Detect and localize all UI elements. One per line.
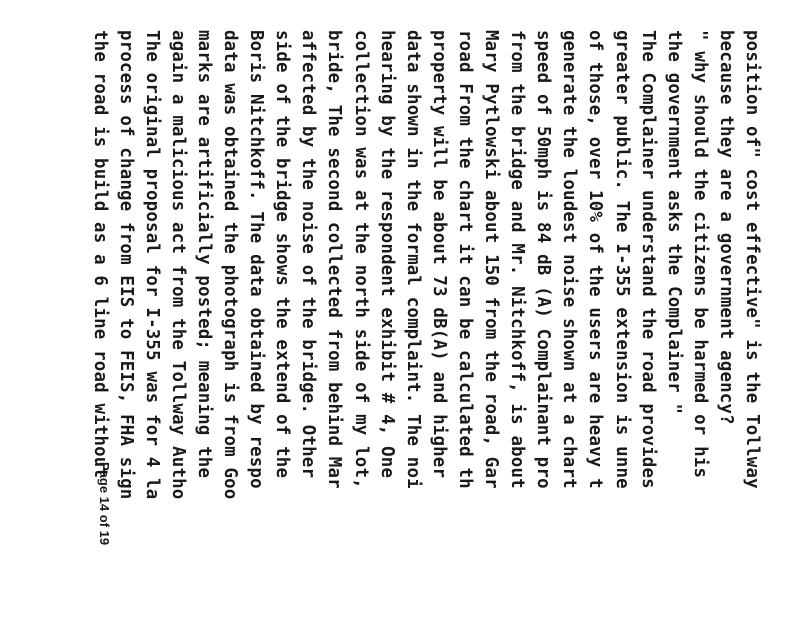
text-line: The Complainer understand the road provides [637, 30, 658, 489]
text-line: of those, over 10% of the users are heavy t [585, 30, 606, 489]
text-line: speed of 50mph is 84 dB (A) Complainant pro [533, 30, 554, 489]
text-line: data was obtained the photograph is from Goo [220, 30, 241, 500]
text-line: the government asks the Complainer " [663, 30, 684, 415]
text-line: the road is build as a 6 line road without [89, 30, 110, 479]
text-line: side of the bridge shows the extend of the [272, 30, 293, 479]
text-line: from the bridge and Mr. Nitchkoff, is about [507, 30, 528, 489]
text-line: position of" cost effective" is the Tollway [742, 30, 762, 489]
text-line: greater public. The I-355 extension is unne [611, 30, 632, 489]
text-line: generate the loudest noise shown at a chart [559, 30, 580, 489]
text-line: because they are a government agency? [715, 30, 736, 425]
text-line: The original proposal for I-355 was for 4 la [141, 30, 162, 500]
body-text [87, 30, 765, 499]
text-line: " why should the citizens be harmed or his [689, 30, 710, 479]
text-line: property will be about 73 dB(A) and higher [428, 30, 449, 479]
text-line: road From the chart it can be calculated th [454, 30, 475, 489]
text-line: affected by the noise of the bridge. Other [298, 30, 319, 479]
text-line: Mary Pytlowski about 150 from the road, Gar [481, 30, 502, 489]
text-line: marks are artificially posted; meaning the [194, 30, 215, 479]
text-line: data shown in the formal complaint. The noi [402, 30, 423, 489]
text-line: process of change from EIS to FEIS, FHA sign [115, 30, 136, 500]
text-line: hearing by the respondent exhibit # 4, One [376, 30, 397, 479]
page-number: Page 14 of 19 [97, 462, 112, 546]
text-line: Boris Nitchkoff. The data obtained by respo [246, 30, 267, 489]
text-line: collection was at the north side of my lot, [350, 30, 371, 489]
text-line: again a malicious act from the Tollway Autho [167, 30, 188, 500]
text-line: bride, The second collected from behind Mar [324, 30, 345, 489]
